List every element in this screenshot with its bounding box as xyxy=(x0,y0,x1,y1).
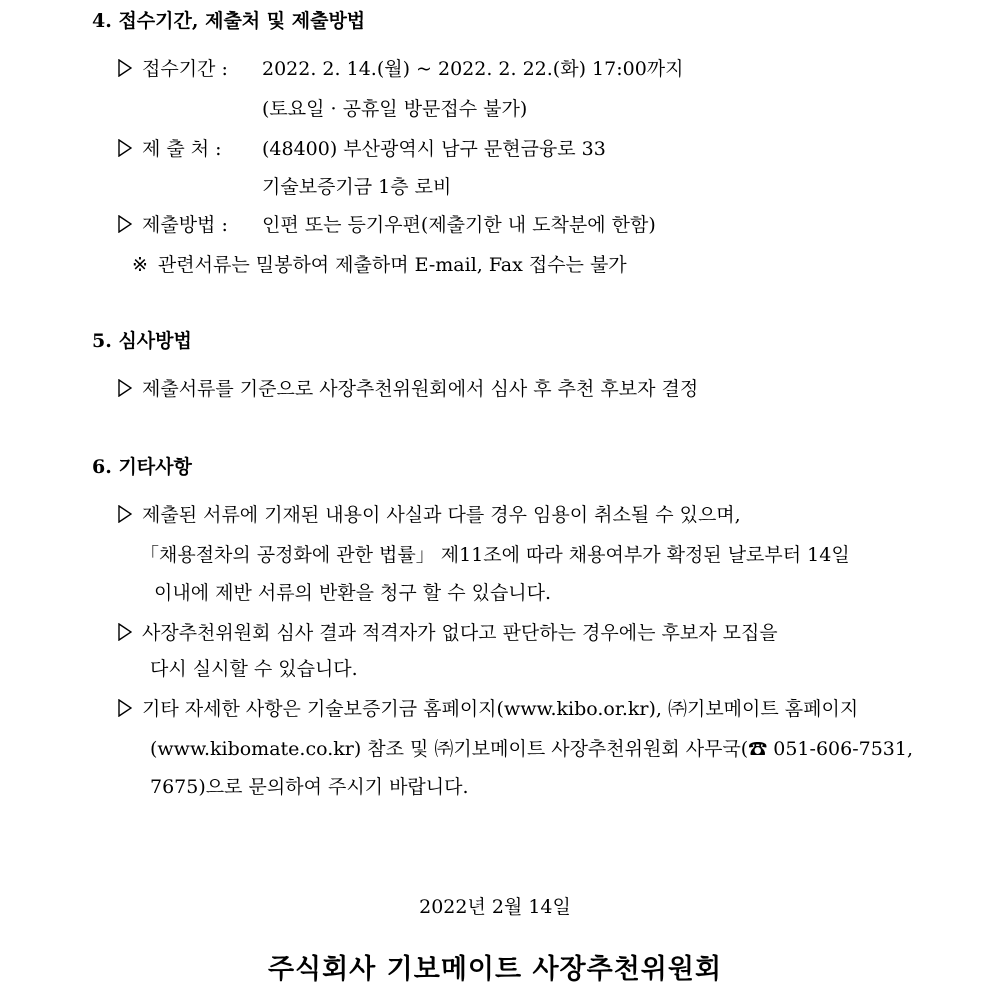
receipt-period-label: 접수기간 : xyxy=(142,58,228,80)
receipt-period-note: (토요일 · 공휴일 방문접수 불가) xyxy=(262,98,528,120)
section6-item2-line1: 사장추천위원회 심사 결과 적격자가 없다고 판단하는 경우에는 후보자 모집을 xyxy=(142,622,778,644)
section6-item3-line2: (www.kibomate.co.kr) 참조 및 ㈜기보메이트 사장추천위원회 사무국(☎ 051-606-7531, xyxy=(150,738,914,760)
section5-item xyxy=(118,376,698,402)
submit-place-label: 제 출 처 : xyxy=(142,138,222,160)
receipt-period-value: 2022. 2. 14.(월) ~ 2022. 2. 22.(화) 17:00까지 xyxy=(262,58,684,80)
triangle-bullet-icon xyxy=(118,59,132,77)
submit-method-row xyxy=(118,212,228,238)
section6-item2-line2: 다시 실시할 수 있습니다. xyxy=(150,658,358,680)
section6-item1 xyxy=(118,502,741,528)
section6-item1-line1: 제출된 서류에 기재된 내용이 사실과 다를 경우 임용이 취소될 수 있으며, xyxy=(142,504,741,526)
section4-note xyxy=(132,252,627,278)
issuer-signature: 주식회사 기보메이트 사장추천위원회 xyxy=(267,954,723,985)
triangle-bullet-icon xyxy=(118,505,132,523)
triangle-bullet-icon xyxy=(118,215,132,233)
section6-item1-line3: 이내에 제반 서류의 반환을 청구 할 수 있습니다. xyxy=(154,582,552,604)
section6-item3-line3: 7675)으로 문의하여 주시기 바랍니다. xyxy=(150,776,469,798)
section6-heading: 6. 기타사항 xyxy=(92,456,192,478)
section4-note-text: 관련서류는 밀봉하여 제출하며 E-mail, Fax 접수는 불가 xyxy=(157,254,627,276)
submit-place-address: (48400) 부산광역시 남구 문현금융로 33 xyxy=(262,138,606,160)
submit-place-row xyxy=(118,136,222,162)
section5-item-text: 제출서류를 기준으로 사장추천위원회에서 심사 후 추천 후보자 결정 xyxy=(142,378,699,400)
submit-place-detail: 기술보증기금 1층 로비 xyxy=(262,176,452,198)
triangle-bullet-icon xyxy=(118,139,132,157)
section4-heading: 4. 접수기간, 제출처 및 제출방법 xyxy=(92,10,366,32)
issue-date: 2022년 2월 14일 xyxy=(419,896,571,918)
submit-method-value: 인편 또는 등기우편(제출기한 내 도착분에 한함) xyxy=(262,214,656,236)
section5-heading: 5. 심사방법 xyxy=(92,330,192,352)
submit-method-label: 제출방법 : xyxy=(142,214,228,236)
section6-item3-line1: 기타 자세한 사항은 기술보증기금 홈페이지(www.kibo.or.kr), ㈜기보메이트 홈페이지 xyxy=(142,698,859,720)
triangle-bullet-icon xyxy=(118,623,132,641)
section6-item2 xyxy=(118,620,778,646)
reference-mark: ※ xyxy=(132,254,148,276)
receipt-period-row xyxy=(118,56,228,82)
triangle-bullet-icon xyxy=(118,379,132,397)
section6-item1-line2: 「채용절차의 공정화에 관한 법률」 제11조에 따라 채용여부가 확정된 날로부터 14일 xyxy=(140,544,850,566)
triangle-bullet-icon xyxy=(118,699,132,717)
section6-item3 xyxy=(118,696,858,722)
